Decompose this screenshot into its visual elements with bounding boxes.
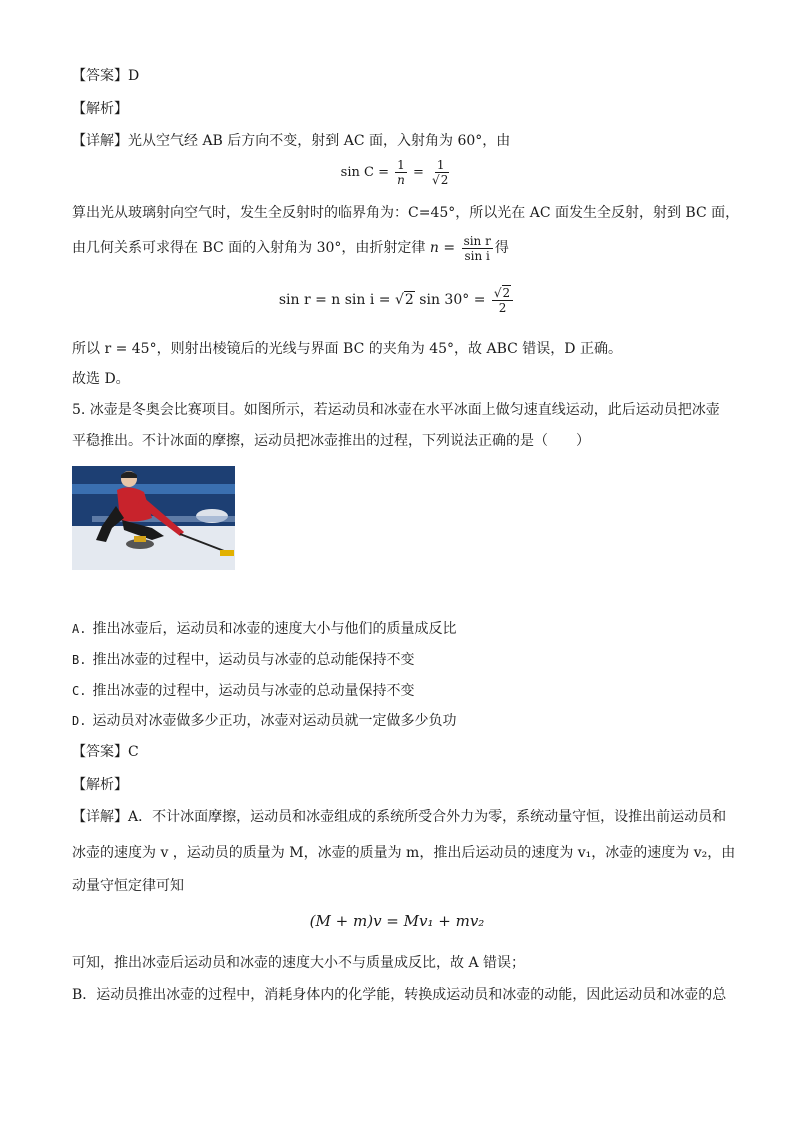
option-d[interactable] (72, 711, 456, 731)
option-key: A. (72, 622, 87, 636)
question-5-stem-2: 平稳推出。不计冰面的摩擦，运动员把冰壶推出的过程，下列说法正确的是（ ） (72, 433, 590, 449)
eq1-num-2: 1 (436, 158, 445, 172)
option-key: C. (72, 684, 87, 698)
detail-line-4: 所以 r = 45°，则射出棱镜后的光线与界面 BC 的夹角为 45°，故 ABC 错误，D 正确。 (72, 341, 622, 357)
equation-sin-r: sin r = n sin i = √2 sin 30° = $\frac{√2}{2}$ (0, 282, 794, 318)
question-5-stem-1: 5. 冰壶是冬奥会比赛项目。如图所示，若运动员和冰壶在水平冰面上做匀速直线运动，此后运动员把冰壶 (72, 402, 720, 418)
detail-line-3: 由几何关系可求得在 BC 面的入射角为 30°，由折射定律 n = $\frac{\text{sin r}}{\text{sin i}}$ 得 (72, 233, 509, 263)
eq1-den-1: n (397, 173, 405, 187)
eq1-num-1: 1 (397, 158, 405, 172)
q5-detail-line-2: 冰壶的速度为 v ，运动员的质量为 M，冰壶的质量为 m，推出后运动员的速度为 v₁，冰壶的速度为 v₂，由 (72, 845, 736, 861)
analysis-label-q4: 【解析】 (72, 101, 128, 117)
option-text: 运动员对冰壶做多少正功，冰壶对运动员就一定做多少负功 (92, 713, 457, 729)
momentum-equation: (M + m)v = Mv₁ + mv₂ (309, 912, 485, 930)
eq2-frac: $\frac{√2}{2}$ (492, 286, 513, 315)
detail-line-2: 算出光从玻璃射向空气时，发生全反射时的临界角为：C=45°，所以光在 AC 面发生全反射，射到 BC 面， (72, 205, 740, 221)
option-text: 推出冰壶的过程中，运动员与冰壶的总动量保持不变 (92, 683, 415, 699)
answer-label-q4: 【答案】D (72, 68, 140, 84)
conclusion-q4: 故选 D。 (72, 371, 130, 387)
curling-photo (72, 466, 235, 570)
option-a[interactable] (72, 619, 456, 639)
equation-sin-c (0, 158, 794, 187)
eq1-equals: = (412, 165, 424, 180)
q5-detail-line-1: 【详解】A．不计冰面摩擦，运动员和冰壶组成的系统所受合外力为零，系统动量守恒，设推出前运动员和 (72, 809, 727, 825)
option-b[interactable] (72, 650, 414, 670)
q5-detail-line-5: B．运动员推出冰壶的过程中，消耗身体内的化学能，转换成运动员和冰壶的动能，因此运动员和冰壶的总 (72, 987, 727, 1003)
eq1-den-2: √2 (432, 173, 449, 187)
answer-label-q5: 【答案】C (72, 744, 139, 760)
q5-detail-line-4: 可知，推出冰壶后运动员和冰壶的速度大小不与质量成反比，故 A 错误； (72, 955, 526, 971)
snell-frac: $\frac{\text{sin r}}{\text{sin i}}$ (463, 233, 491, 263)
analysis-label-q5: 【解析】 (72, 777, 128, 793)
option-text: 推出冰壶后，运动员和冰壶的速度大小与他们的质量成反比 (92, 621, 457, 637)
option-key: B. (72, 653, 87, 667)
option-c[interactable] (72, 681, 414, 701)
eq1-frac-1 (395, 158, 407, 187)
eq1-left: sin C = (340, 165, 389, 180)
option-text: 推出冰壶的过程中，运动员与冰壶的总动能保持不变 (92, 652, 415, 668)
option-key: D. (72, 714, 87, 728)
q5-detail-line-3: 动量守恒定律可知 (72, 878, 184, 894)
eq1-frac-2 (430, 158, 451, 187)
detail-line-1: 【详解】光从空气经 AB 后方向不变，射到 AC 面，入射角为 60°，由 (72, 133, 511, 149)
